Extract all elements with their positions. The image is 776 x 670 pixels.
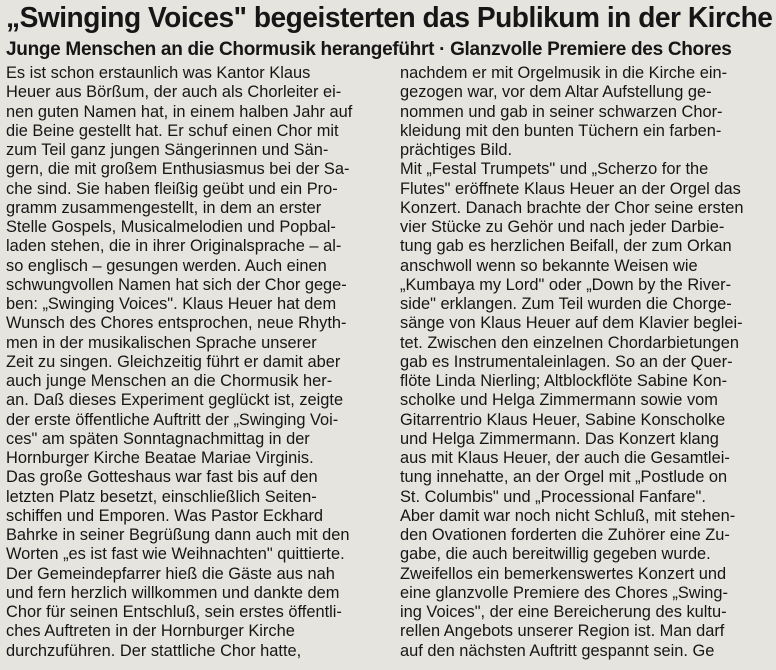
article-text-line: auf den nächsten Auftritt gespannt sein. Ge [400, 641, 715, 660]
article-text-line: tung innehatte, an der Orgel mit „Postlude on [400, 468, 728, 487]
article-text-line: auch junge Menschen an die Chormusik her- [6, 372, 333, 390]
article-text-line: Bahrke in seiner Begrüßung dann auch mit den [6, 526, 350, 544]
article-text-line: und fern herzlich willkommen und dankte dem [6, 583, 340, 602]
article-text-line: prächtiges Bild. [400, 141, 513, 159]
article-text-line: ben: „Swinging Voices". Klaus Heuer hat dem [6, 295, 337, 313]
article-text-line: Es ist schon erstaunlich was Kantor Klaus [6, 64, 311, 82]
article-text-line: laden stehen, die in ihrer Originalsprache – al- [6, 237, 342, 256]
article-text-line: ing Voices", der eine Bereicherung des kultu- [400, 603, 727, 621]
article-text-line: tung gab es herzlichen Beifall, der zum Orkan [400, 237, 732, 256]
article-text-line: und Helga Zimmermann. Das Konzert klang [400, 429, 719, 448]
article-text-line: St. Columbis" und „Processional Fanfare". [400, 487, 706, 506]
article-text-line: gabe, die auch bereitwillig gegeben wurde. [400, 545, 711, 564]
article-text-line: gezogen war, vor dem Altar Aufstellung ge- [400, 83, 712, 102]
article-text-line: Stelle Gospels, Musicalmelodien und Popbal- [6, 218, 336, 236]
article-text-line: der erste öffentliche Auftritt der „Swinging Voi- [6, 410, 339, 429]
article-column-right [400, 64, 772, 661]
article-text-line: Das große Gotteshaus war fast bis auf den [6, 468, 318, 487]
article-headline: „Swinging Voices" begeisterten das Publikum in der Kirche [6, 2, 773, 34]
article-text-line: che sind. Sie haben fleißig geübt und ein Pro- [6, 179, 338, 198]
article-text-line: flöte Linda Nierling; Altblockflöte Sabine Kon- [400, 372, 728, 390]
article-text-line: Wunsch des Chores entsprochen, neue Rhyth- [6, 314, 347, 333]
article-text-line: Zeit zu singen. Gleichzeitig führt er damit aber [6, 352, 341, 371]
article-text-line: Konzert. Danach brachte der Chor seine ersten [400, 198, 744, 217]
article-text-line: aus mit Klaus Heuer, der auch die Gesamtlei- [400, 449, 730, 467]
article-text-line: durchzuführen. Der stattliche Chor hatte, [6, 641, 302, 660]
article-text-line: Der Gemeindepfarrer hieß die Gäste aus nah [6, 564, 335, 583]
article-text-line: nachdem er mit Orgelmusik in die Kirche ein- [400, 64, 728, 82]
article-text-line: gern, die mit großem Enthusiasmus bei der Sa- [6, 160, 350, 179]
article-text-line: side" erklangen. Zum Teil wurden die Chorge- [400, 295, 732, 313]
article-text-line: Worten „es ist fast wie Weihnachten" quittierte. [6, 545, 345, 564]
article-column-left [6, 64, 390, 661]
article-text-line: nen guten Namen hat, in einem halben Jahr auf [6, 102, 353, 121]
article-text-line: vier Stücke zu Gehör und nach jeder Darbie- [400, 218, 725, 236]
article-text-line: Aber damit war noch nicht Schluß, mit stehen- [400, 506, 736, 525]
article-text-line: zum Teil ganz jungen Sängerinnen und Sän- [6, 141, 329, 159]
article-subheadline: Junge Menschen an die Chormusik herangeführt · Glanzvolle Premiere des Chores [6, 39, 732, 60]
article-text-line: Zweifellos ein bemerkenswertes Konzert und [400, 564, 727, 583]
article-text-line: kleidung mit den bunten Tüchern ein farben- [400, 121, 722, 140]
article-text-line: letzten Platz besetzt, einschließlich Seiten- [6, 487, 317, 506]
article-text-line: „Kumbaya my Lord" oder „Down by the River- [400, 275, 732, 294]
article-text-line: anschwoll wenn so bekannte Weisen wie [400, 256, 698, 275]
article-text-line: an. Daß dieses Experiment geglückt ist, zeigte [6, 391, 344, 410]
article-text-line: so englisch – gesungen werden. Auch einen [6, 256, 327, 275]
article-text-line: die Beine gestellt hat. Er schuf einen Chor mit [6, 121, 339, 140]
article-text-line: gramm zusammengestellt, in dem an erster [6, 198, 322, 217]
article-text-line: Heuer aus Börßum, der auch als Chorleiter ei- [6, 83, 342, 102]
article-text-line: men in der musikalischen Sprache unserer [6, 333, 317, 352]
article-text-line: Flutes" eröffnete Klaus Heuer an der Orgel das [400, 179, 741, 198]
article-text-line: rellen Angebots unserer Region ist. Man darf [400, 622, 725, 641]
article-text-line: Gitarrentrio Klaus Heuer, Sabine Konscholke [400, 410, 726, 429]
article-text-line: eine glanzvolle Premiere des Chores „Swing- [400, 583, 728, 602]
article-text-line: sänge von Klaus Heuer auf dem Klavier beglei- [400, 314, 743, 333]
article-text-line: schwungvollen Namen hat sich der Chor gege- [6, 275, 347, 294]
article-text-line: ches Auftreten in der Hornburger Kirche [6, 622, 295, 641]
article-text-line: Mit „Festal Trumpets" und „Scherzo for the [400, 160, 709, 179]
article-text-line: tet. Zwischen den einzelnen Chordarbietungen [400, 333, 739, 352]
article-text-line: gab es Instrumentaleinlagen. So an der Quer- [400, 352, 733, 371]
article-text-line: Chor für seinen Entschluß, sein erstes öffentli- [6, 603, 342, 621]
article-text-line: Hornburger Kirche Beatae Mariae Virginis. [6, 449, 314, 467]
article-text-line: nommen und gab in seiner schwarzen Chor- [400, 102, 723, 121]
article-text-line: den Ovationen forderten die Zuhörer eine Zu- [400, 526, 730, 544]
article-text-line: ces" am späten Sonntagnachmittag in der [6, 429, 310, 448]
article-text-line: schiffen und Emporen. Was Pastor Eckhard [6, 506, 324, 525]
article-text-line: scholke und Helga Zimmermann sowie vom [400, 391, 718, 410]
